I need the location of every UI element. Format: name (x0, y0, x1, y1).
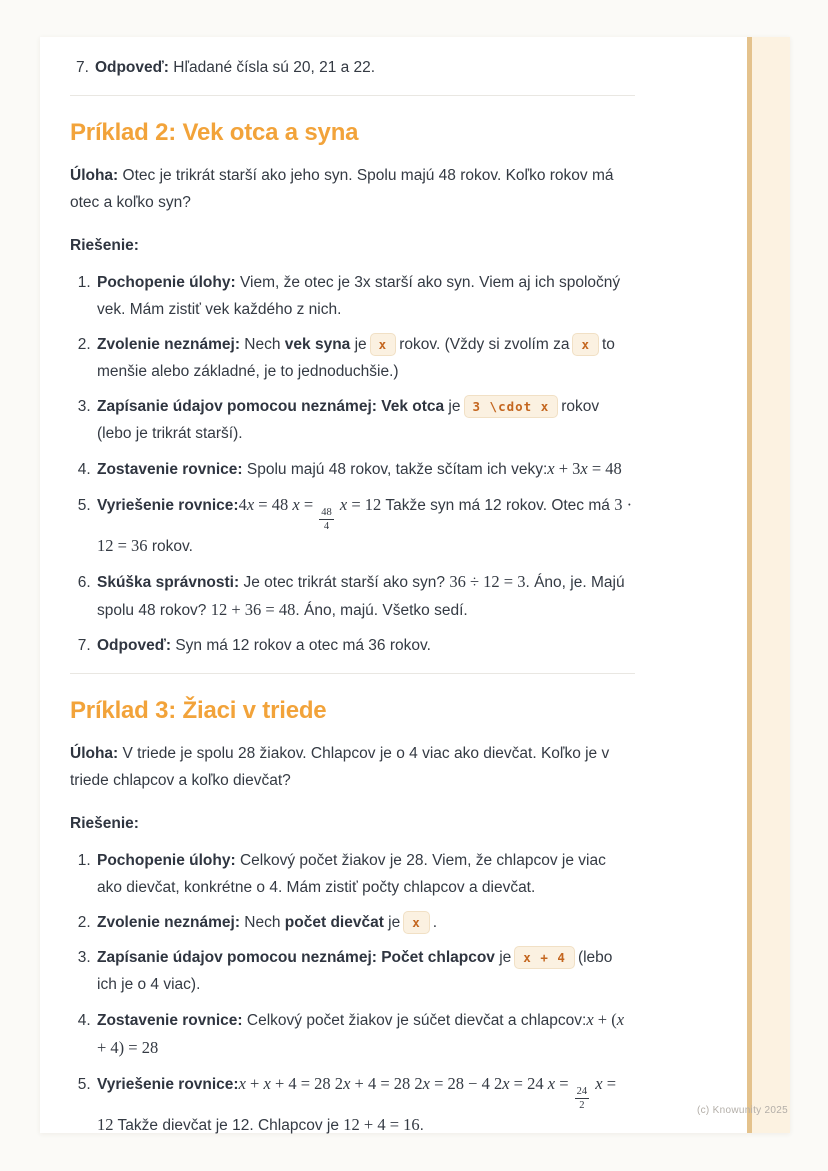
solution-step (95, 568, 635, 624)
document-card (40, 37, 790, 1133)
fraction: $\frac{24}{2}$ (576, 1085, 588, 1111)
step-number: 7. (76, 59, 89, 76)
inline-code-chip: x + 4 (514, 946, 575, 969)
document-content (70, 37, 635, 1147)
step-text: Nech (239, 336, 285, 353)
page-edge-strip (752, 37, 790, 1133)
step-text: Takže syn má 12 rokov. Otec má (381, 497, 615, 514)
task-label: Úloha: (70, 167, 119, 184)
step-text: Takže dievčat je 12. Chlapcov je (113, 1116, 344, 1134)
step-text: Syn má 12 rokov a otec má 36 rokov. (171, 636, 431, 654)
solution-step (95, 331, 635, 385)
step-label: Odpoveď: (97, 636, 172, 654)
task-text: V triede je spolu 28 žiakov. Chlapcov je o 4 viac ako dievčat. Koľko je v triede chlapcov a koľko dievčat? (70, 744, 610, 789)
solution-label: Riešenie: (70, 237, 139, 254)
solution-label-paragraph (70, 810, 635, 837)
step-text: (lebo ich je o 4 viac). (97, 948, 613, 993)
solution-label-paragraph (70, 232, 635, 259)
step-text: . Áno, majú. Všetko sedí. (295, 601, 468, 619)
step-label: Vyriešenie rovnice: (97, 1075, 239, 1093)
step-text: je (444, 398, 461, 415)
step-text: rokov. (147, 537, 193, 555)
solution-step (95, 491, 635, 560)
step-text: Celkový počet žiakov je súčet dievčat a chlapcov: (242, 1011, 587, 1029)
solution-step (95, 944, 635, 998)
math-expression: 3 · 12 = 36 (97, 495, 633, 555)
math-expression: x + x + 4 = 28 2x + 4 = 28 2x = 28 − 4 2x = 24 x = $\frac{24}{2}$ x = 12 (97, 1073, 617, 1134)
step-label: počet dievčat (284, 913, 384, 931)
step-label: Zapísanie údajov pomocou neznámej: Vek otca (97, 398, 445, 415)
step-text: Nech (239, 913, 285, 931)
step-label: Zostavenie rovnice: (97, 461, 243, 478)
fraction: $\frac{48}{4}$ (321, 506, 332, 532)
task-text: Otec je trikrát starší ako jeho syn. Spolu majú 48 rokov. Koľko rokov má otec a koľko syn? (70, 167, 614, 211)
solution-step (95, 632, 635, 659)
step-label: vek syna (284, 336, 351, 353)
section-title: Príklad 3: Žiaci v triede (70, 696, 327, 724)
step-label: Zvolenie neznámej: (97, 913, 240, 931)
step-label: Vyriešenie rovnice: (97, 497, 239, 514)
solution-steps (70, 269, 635, 659)
copyright-watermark: (c) Knowunity 2025 (696, 1105, 788, 1116)
inline-code-chip: x (370, 333, 397, 356)
step-label: Pochopenie úlohy: (97, 274, 236, 291)
sections (70, 95, 635, 1139)
step-text: to menšie alebo základné, je to jednoduchšie.) (97, 336, 615, 380)
section-divider (70, 95, 635, 96)
step-text: je (494, 948, 512, 966)
section-title: Príklad 2: Vek otca a syna (70, 119, 359, 146)
step-text: . Áno, je. Majú spolu 48 rokov? (97, 573, 625, 619)
task-label: Úloha: (70, 744, 119, 762)
step-label: Skúška správnosti: (97, 573, 240, 591)
math-expression: 12 + 4 = 16 (343, 1114, 420, 1134)
step-text (95, 54, 375, 81)
step-text: Celkový počet žiakov je 28. Viem, že chlapcov je viac ako dievčat, konkrétne o 4. Mám zistiť počty chlapcov a dievčat. (97, 851, 606, 896)
math-expression: x + (x + 4) = 28 (97, 1009, 625, 1057)
task-paragraph (70, 162, 635, 216)
example-section (70, 95, 635, 659)
step-label: Pochopenie úlohy: (97, 851, 236, 869)
inline-code-chip: x (572, 333, 599, 356)
step-text: rokov. (Vždy si zvolím za (399, 336, 570, 353)
step-text: Hľadané čísla sú 20, 21 a 22. (168, 59, 376, 76)
math-expression: x + 3x = 48 (547, 459, 622, 478)
solution-step (95, 269, 635, 323)
inline-code-chip: x (403, 911, 430, 934)
solution-step (95, 1070, 635, 1139)
step-text: . (419, 1116, 424, 1134)
step-text: je (350, 336, 367, 353)
solution-step (95, 1006, 635, 1062)
solution-step (95, 909, 635, 936)
step-text: Viem, že otec je 3x starší ako syn. Viem aj ich spoločný vek. Mám zistiť vek každého z nich. (97, 274, 621, 318)
inline-code-chip: 3 \cdot x (464, 395, 559, 418)
step-text: Je otec trikrát starší ako syn? (239, 573, 450, 591)
step-text: . (432, 913, 438, 931)
step-text: Spolu majú 48 rokov, takže sčítam ich veky: (242, 461, 548, 478)
solution-label: Riešenie: (70, 814, 139, 832)
step-label: Zapísanie údajov pomocou neznámej: Počet chlapcov (97, 948, 495, 966)
section-divider (70, 673, 635, 674)
step-label: Zostavenie rovnice: (97, 1011, 243, 1029)
step-label: Odpoveď: (94, 59, 169, 76)
solution-step (95, 455, 635, 483)
solution-step (95, 393, 635, 447)
task-paragraph (70, 740, 635, 794)
step-text: rokov (lebo je trikrát starší). (97, 398, 600, 442)
step-label: Zvolenie neznámej: (97, 336, 240, 353)
step-text: je (383, 913, 401, 931)
math-expression: 36 ÷ 12 = 3 (449, 571, 526, 591)
example-section (70, 673, 635, 1139)
math-expression: 12 + 36 = 48 (210, 599, 296, 619)
solution-steps (70, 847, 635, 1139)
solution-step (95, 847, 635, 901)
math-expression: 4x = 48 x = $\frac{48}{4}$ x = 12 (238, 495, 382, 532)
solution-step (70, 54, 635, 81)
